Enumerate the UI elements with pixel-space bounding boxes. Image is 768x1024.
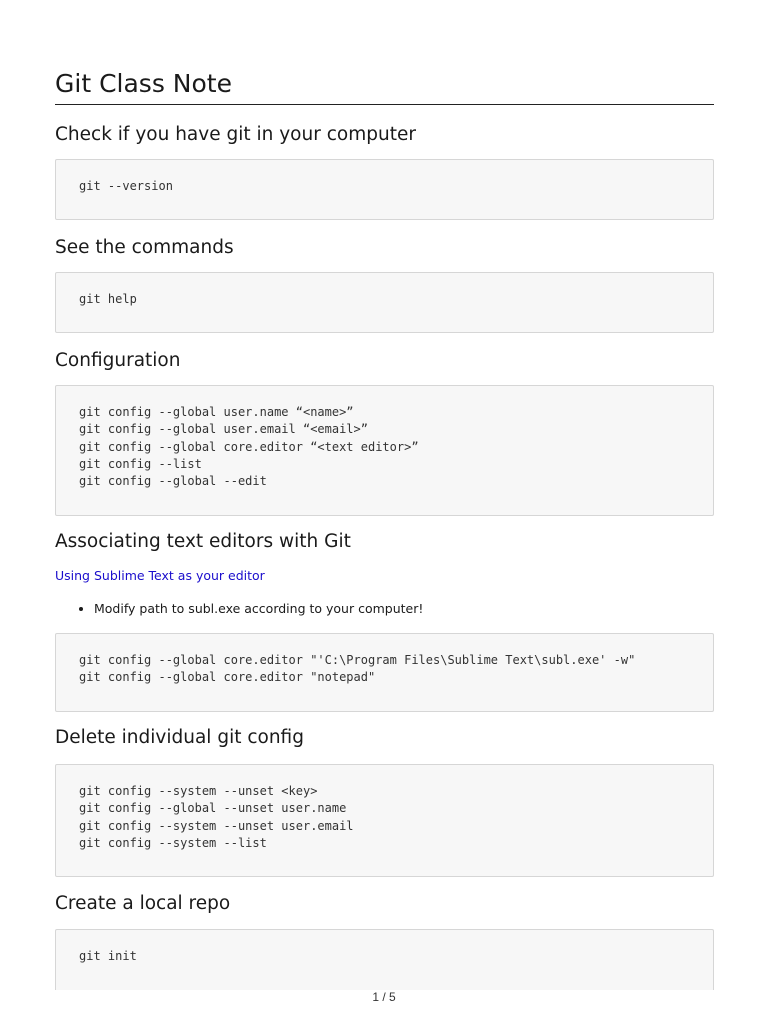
code-block-check-git	[55, 159, 714, 220]
code-line: git config --global core.editor “<text editor>”	[79, 439, 419, 454]
code-line: git config --global --edit	[79, 474, 267, 489]
code-block-text-editors	[55, 633, 714, 712]
document-page	[55, 0, 714, 990]
section-heading-text-editors: Associating text editors with Git	[55, 531, 351, 552]
code-line: git config --system --unset <key>	[79, 784, 318, 798]
code-line: git config --system --unset user.email	[79, 818, 354, 833]
code-line: git init	[79, 949, 137, 963]
section-heading-delete-config: Delete individual git config	[55, 727, 304, 748]
sublime-editor-link[interactable]: Using Sublime Text as your editor	[55, 568, 265, 583]
code-block-configuration	[55, 385, 714, 516]
page-title: Git Class Note	[55, 68, 714, 105]
code-line: git help	[79, 292, 137, 306]
code-line: git --version	[79, 179, 173, 193]
code-line: git config --list	[79, 456, 202, 471]
section-heading-commands: See the commands	[55, 237, 234, 258]
section-heading-local-repo: Create a local repo	[55, 893, 231, 914]
code-line: git config --global --unset user.name	[79, 801, 347, 816]
code-block-delete-config	[55, 764, 714, 877]
list-item: • Modify path to subl.exe according to your computer!	[94, 600, 423, 618]
code-line: git config --system --list	[79, 835, 267, 850]
code-line: git config --global core.editor "'C:\Program Files\Sublime Text\subl.exe' -w"	[79, 653, 636, 667]
code-block-local-repo	[55, 929, 714, 990]
section-heading-configuration: Configuration	[55, 350, 181, 371]
code-block-commands	[55, 272, 714, 333]
code-line: git config --global core.editor "notepad"	[79, 670, 376, 685]
code-line: git config --global user.email “<email>”	[79, 422, 368, 437]
section-heading-check-git: Check if you have git in your computer	[55, 124, 416, 145]
code-line: git config --global user.name “<name>”	[79, 405, 354, 419]
page-indicator: 1 / 5	[372, 990, 396, 1004]
bullet-list	[55, 600, 423, 618]
